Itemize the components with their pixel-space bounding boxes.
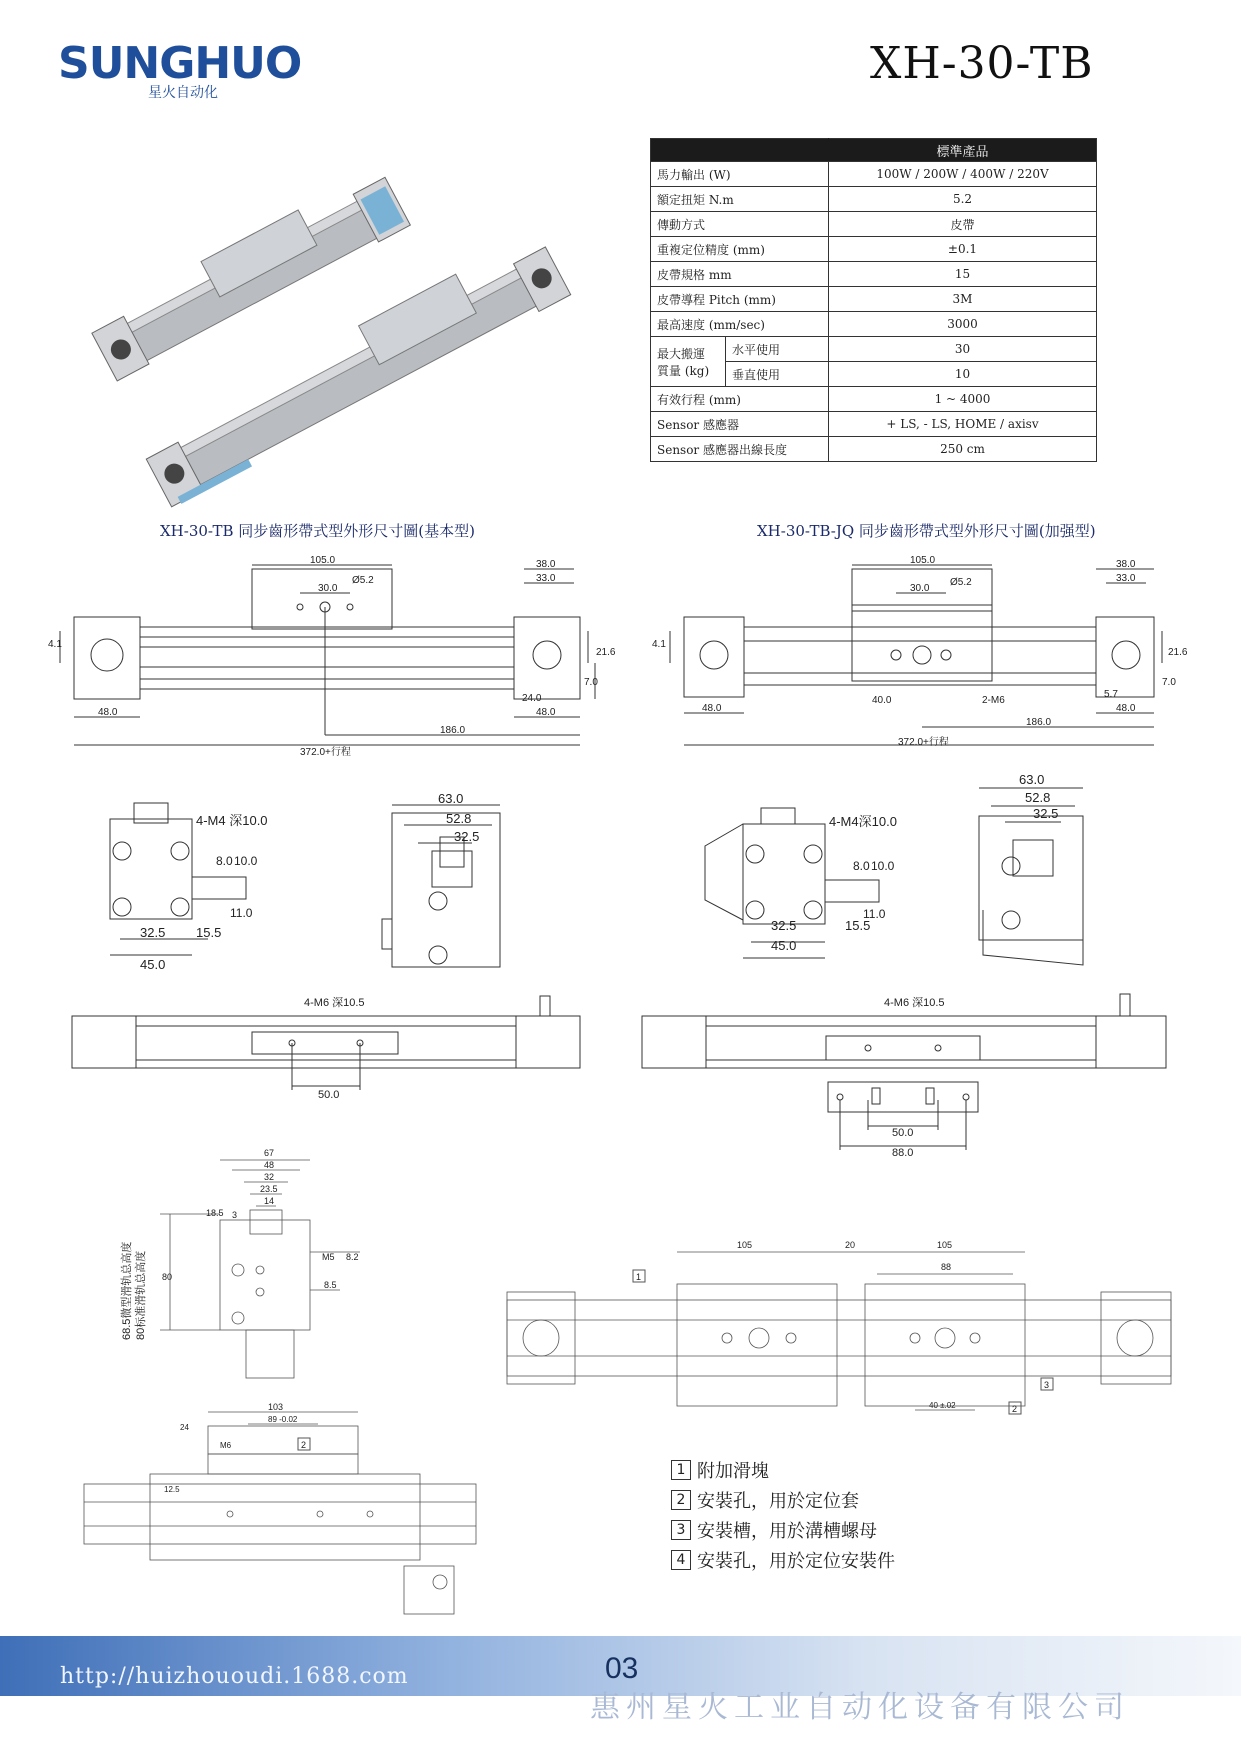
spec-label: 傳動方式 [651,212,829,237]
dim-186: 186.0 [440,725,466,736]
dim-30: 30.0 [318,583,338,594]
dim-88: 88.0 [892,1147,914,1159]
spec-value: 250 cm [829,437,1097,462]
drawing-slider-detail [80,1400,480,1630]
dim-18-5: 18.5 [206,1208,224,1218]
spec-label: Sensor 感應器 [651,412,829,437]
dim-52-8: 52.8 [1025,790,1051,805]
legend-number: 3 [671,1520,691,1540]
dim-phi: Ø5.2 [950,577,972,588]
dim-88: 88 [941,1262,952,1272]
dim-38: 38.0 [1116,559,1136,570]
dim-372: 372.0+行程 [300,747,351,758]
callout-2-label: 2 [1012,1404,1018,1414]
callout-1 [633,1270,645,1282]
table-row [651,262,1097,287]
dim-48: 48 [264,1160,275,1170]
table-row [651,312,1097,337]
dim-10: 10.0 [871,859,895,873]
dim-21-6: 21.6 [596,647,616,658]
drawing-cross-section [120,1140,380,1390]
table-row [651,162,1097,187]
dim-2-4: 24 [180,1423,189,1432]
model-title: XH-30-TB [870,38,1094,89]
dim-3: 3 [232,1210,238,1220]
dim-4-1: 4.1 [48,639,62,650]
dim-33: 33.0 [1116,573,1136,584]
spec-header: 標準產品 [829,139,1097,162]
dim-14: 14 [264,1196,275,1206]
dim-m5: M5 [322,1252,335,1262]
spec-value: 10 [829,362,1097,387]
dim-48-left: 48.0 [702,703,722,714]
spec-sublabel: 垂直使用 [726,362,829,387]
dim-63: 63.0 [1019,772,1045,787]
spec-value: 3M [829,287,1097,312]
table-row [651,212,1097,237]
table-row [651,337,1097,362]
footer-company: 惠州星火工业自动化设备有限公司 [590,1690,1130,1725]
logo-subtitle: 星火自动化 [148,85,218,101]
dim-2-m6: 2-M6 [982,695,1005,706]
spec-label-payload: 最大搬運 質量 (kg) [651,337,726,387]
legend-number: 4 [671,1550,691,1570]
dim-5-7: 5.7 [1104,689,1118,700]
dim-48-right: 48.0 [536,707,556,718]
table-row [651,187,1097,212]
dim-32: 32 [264,1172,275,1182]
dim-10: 10.0 [234,854,258,868]
spec-label: Sensor 感應器出線長度 [651,437,829,462]
logo-brand: SUNGHUO [58,38,302,89]
callout-2-detail-label: 2 [301,1440,307,1450]
dim-48-left: 48.0 [98,707,118,718]
table-row [651,437,1097,462]
dim-50: 50.0 [892,1127,914,1139]
dim-103: 103 [268,1402,284,1412]
dim-7: 7.0 [584,677,598,688]
dim-30: 30.0 [910,583,930,594]
company-logo [58,38,302,101]
dim-372: 372.0+行程 [898,737,949,748]
drawing-basic-side [70,990,590,1100]
legend-text: 安裝槽，用於溝槽螺母 [697,1521,877,1542]
callout-2-detail [298,1438,310,1450]
legend-text: 安裝孔，用於定位安裝件 [697,1551,895,1572]
spec-value: ±0.1 [829,237,1097,262]
dim-11: 11.0 [230,906,253,920]
dim-23-5: 23.5 [260,1184,278,1194]
list-item [671,1485,895,1515]
legend-number: 1 [671,1460,691,1480]
spec-value: + LS, - LS, HOME / axisv [829,412,1097,437]
drawing-reinforced-end [695,770,1115,975]
dim-105: 105.0 [910,555,936,566]
spec-value: 3000 [829,312,1097,337]
note-standard-height: 80标准滑轨总高度 [135,1250,147,1340]
dim-32-5-b: 32.5 [1033,806,1059,821]
dim-21-6: 21.6 [1168,647,1188,658]
legend-text: 附加滑塊 [697,1461,769,1482]
dim-32-5: 32.5 [771,918,797,933]
dim-105: 105.0 [310,555,336,566]
dim-8: 8.0 [853,859,870,873]
drawing-reinforced-side [640,990,1170,1160]
dim-m6: M6 [220,1441,232,1450]
spec-label: 有效行程 (mm) [651,387,829,412]
dim-8: 8.0 [216,854,233,868]
legend-text: 安裝孔，用於定位套 [697,1491,859,1512]
callout-3 [1041,1378,1053,1390]
dim-63: 63.0 [438,791,464,806]
spec-sublabel: 水平使用 [726,337,829,362]
dim-11: 11.0 [863,907,886,921]
table-row [651,237,1097,262]
spec-header-blank [651,139,829,162]
legend-number: 2 [671,1490,691,1510]
footer-url: http://huizhououdi.1688.com [60,1664,409,1689]
dim-45: 45.0 [140,957,166,972]
callout-2 [1009,1402,1021,1414]
list-item [671,1515,895,1545]
drawing-basic-end [100,791,540,975]
dim-33: 33.0 [536,573,556,584]
table-row [651,412,1097,437]
dim-15-5: 15.5 [196,925,222,940]
dim-7: 7.0 [1162,677,1176,688]
dim-48-right: 48.0 [1116,703,1136,714]
list-item [671,1545,895,1575]
spec-label: 皮帶規格 mm [651,262,829,287]
dim-4-m6: 4-M6 深10.5 [884,997,945,1009]
dim-8-2: 8.2 [346,1252,359,1262]
page-number: 03 [605,1652,639,1685]
spec-value: 5.2 [829,187,1097,212]
dim-24: 24.0 [522,693,542,704]
dim-8-5: 8.5 [324,1280,337,1290]
spec-label: 重複定位精度 (mm) [651,237,829,262]
spec-label: 最高速度 (mm/sec) [651,312,829,337]
list-item [671,1455,895,1485]
table-row [651,287,1097,312]
caption-reinforced: XH-30-TB-JQ 同步齒形帶式型外形尺寸圖(加强型) [757,522,1096,540]
dim-15-5: 15.5 [845,918,871,933]
dim-38: 38.0 [536,559,556,570]
spec-value: 30 [829,337,1097,362]
spec-value: 皮帶 [829,212,1097,237]
table-row [651,387,1097,412]
product-photo [110,110,580,480]
spec-value: 15 [829,262,1097,287]
dim-105-b: 105 [937,1240,953,1250]
dim-32-5: 32.5 [140,925,166,940]
note-micro-height: 68.5微型滑轨总高度 [121,1241,133,1340]
callout-legend [671,1455,895,1575]
dim-67: 67 [264,1148,275,1158]
dim-50: 50.0 [318,1089,340,1101]
dim-4-m4: 4-M4 深10.0 [196,813,268,828]
spec-table [650,138,1097,462]
dim-80: 80 [162,1272,173,1282]
dim-4-m6: 4-M6 深10.5 [304,997,365,1009]
spec-value: 100W / 200W / 400W / 220V [829,162,1097,187]
callout-3-label: 3 [1044,1380,1050,1390]
spec-label: 皮帶導程 Pitch (mm) [651,287,829,312]
drawing-basic-top [40,555,616,765]
spec-label: 額定扭矩 N.m [651,187,829,212]
callout-1-label: 1 [636,1272,642,1282]
drawing-reinforced-top [640,555,1200,755]
drawing-double-slider [505,1230,1175,1430]
dim-4-1: 4.1 [652,639,666,650]
spec-value: 1 ~ 4000 [829,387,1097,412]
spec-label: 馬力輸出 (W) [651,162,829,187]
dim-89: 89 -0.02 [268,1415,298,1424]
dim-186: 186.0 [1026,717,1052,728]
dim-40: 40.0 [872,695,892,706]
dim-40: 40 ±.02 [929,1401,956,1410]
dim-4-m4: 4-M4深10.0 [829,814,897,829]
caption-basic: XH-30-TB 同步齒形帶式型外形尺寸圖(基本型) [160,522,475,540]
dim-52-8: 52.8 [446,811,472,826]
dim-12-5: 12.5 [164,1485,180,1494]
dim-32-5-b: 32.5 [454,829,480,844]
dim-phi: Ø5.2 [352,575,374,586]
dim-105-a: 105 [737,1240,753,1250]
dim-20: 20 [845,1240,856,1250]
dim-45: 45.0 [771,938,797,953]
